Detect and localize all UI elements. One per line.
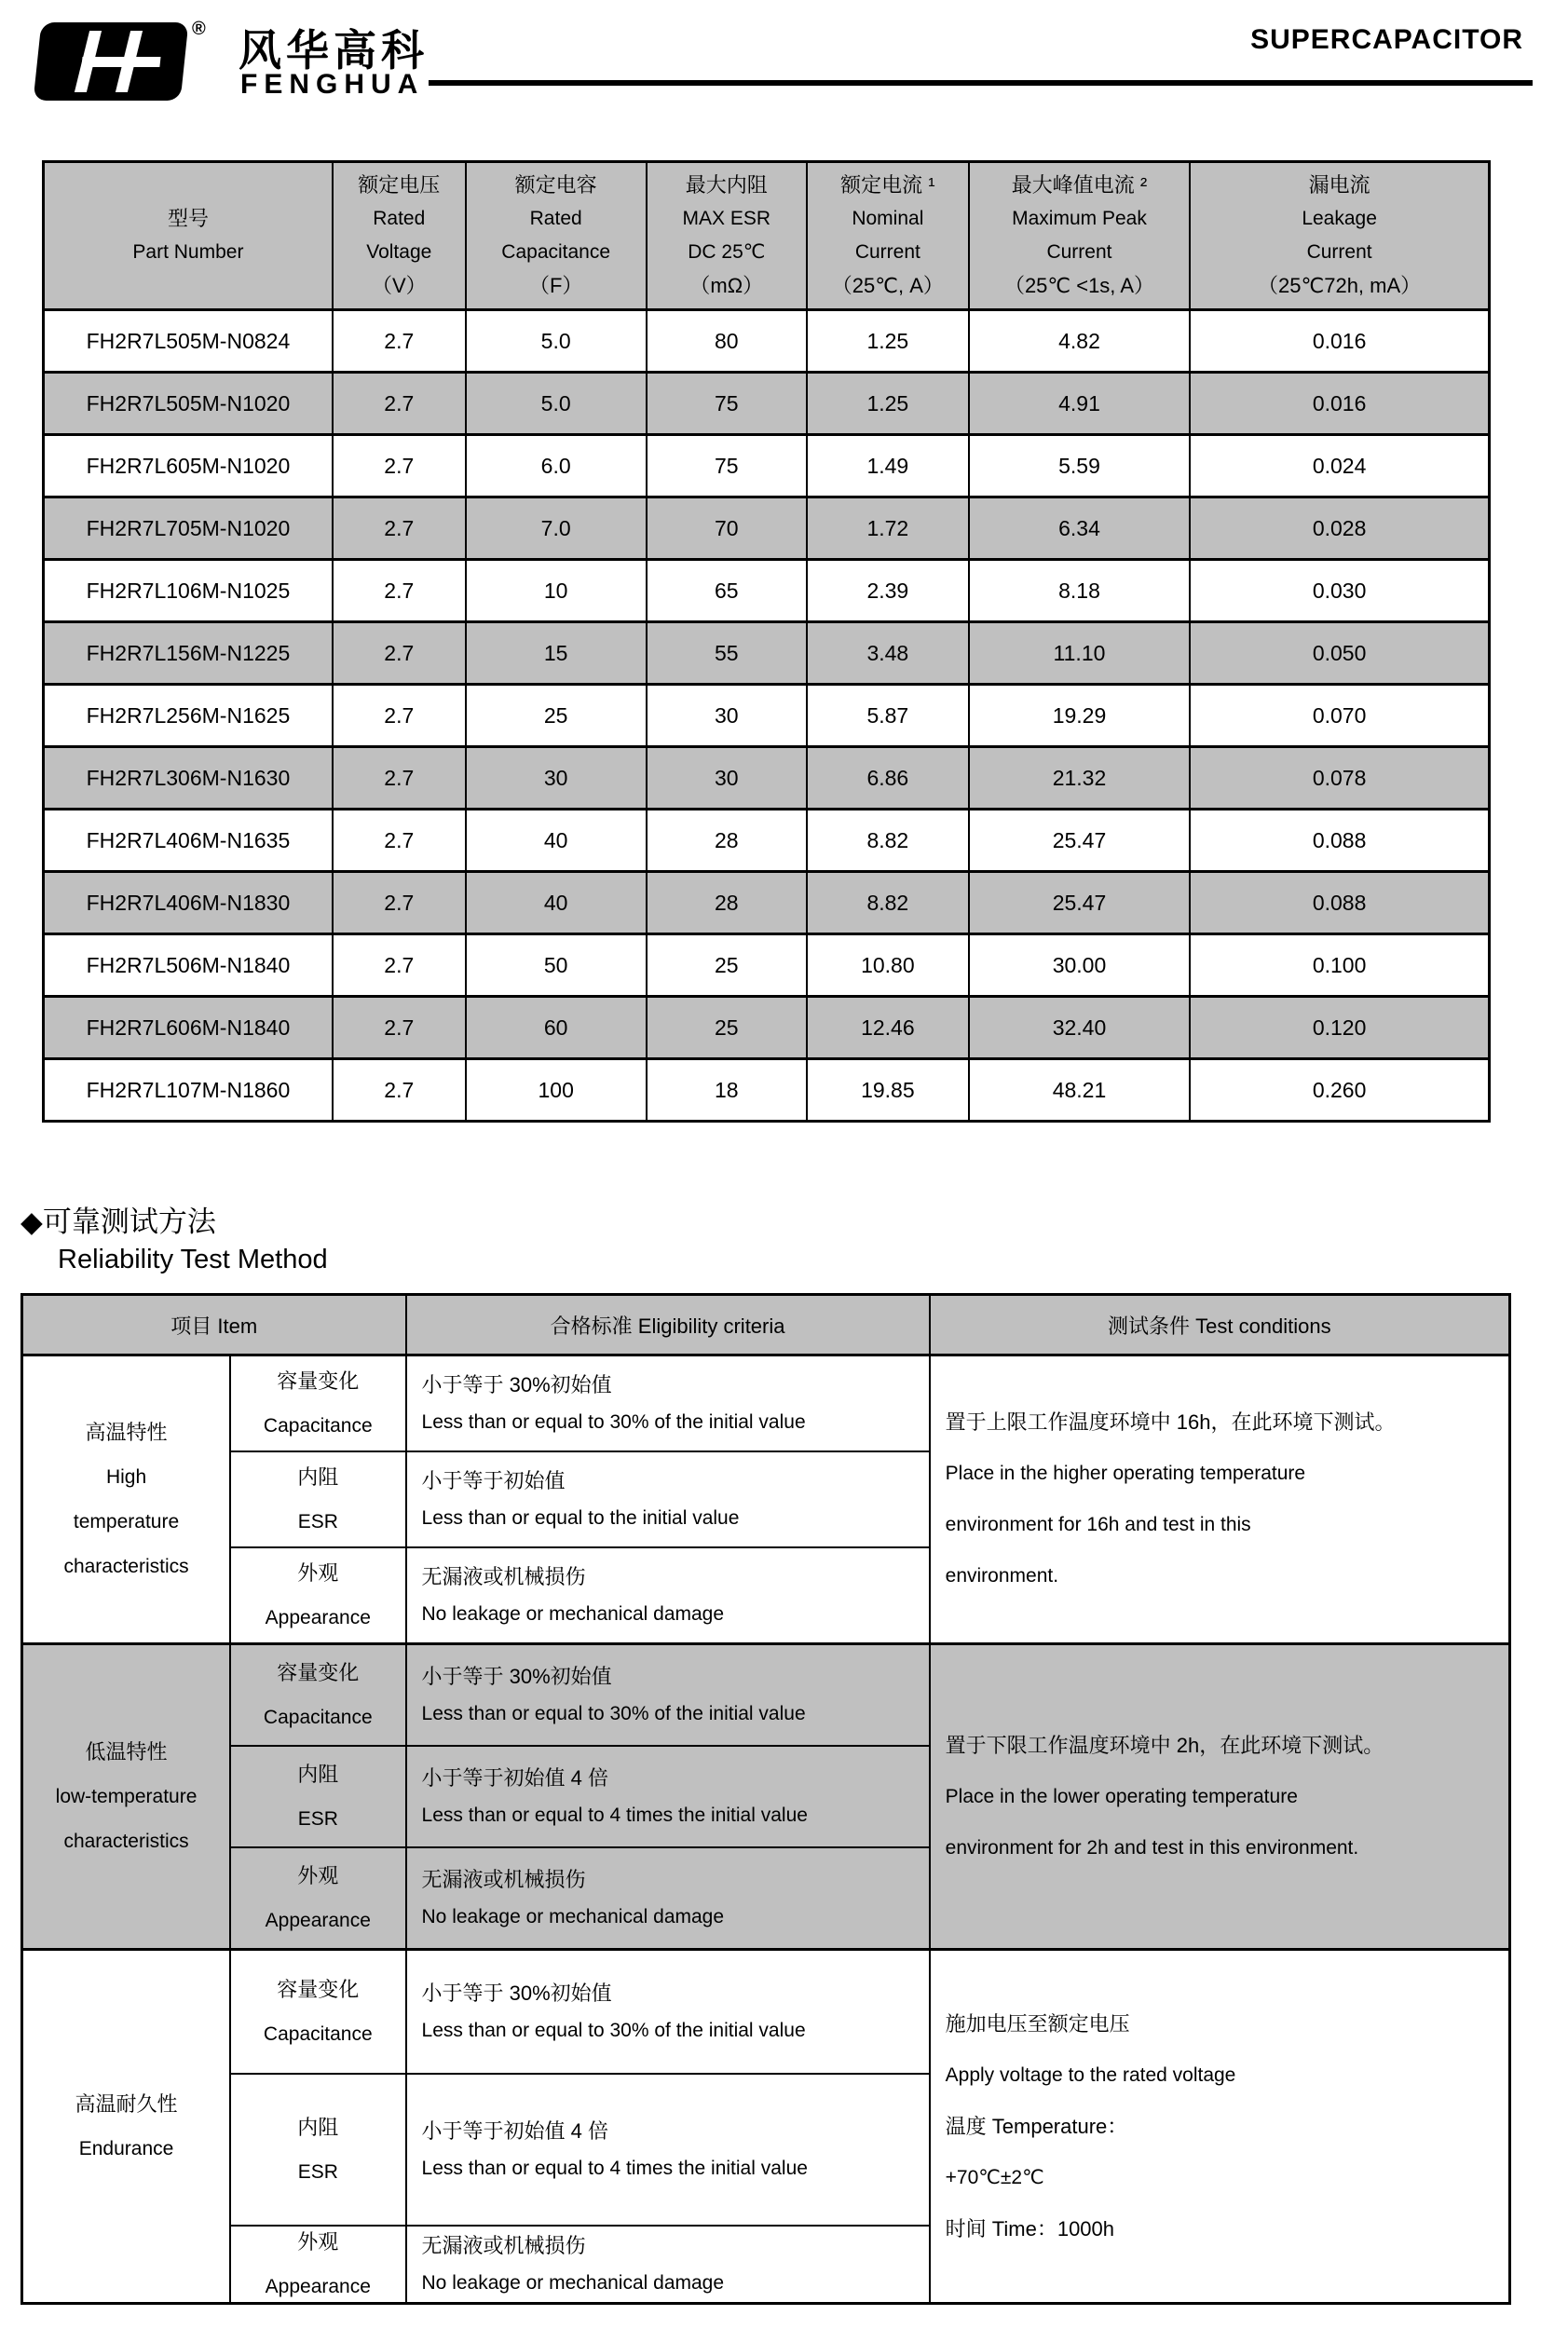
item-group-endurance [22,1950,231,2304]
part-number-cell: FH2R7L406M-N1635 [44,810,333,872]
spec-value-cell: 25 [466,685,647,747]
criteria-text: No leakage or mechanical damage [421,1602,725,1625]
spec-value-cell: 0.030 [1190,560,1489,622]
criteria-text: 小于等于初始值 4 倍 [421,1765,608,1790]
spec-value-cell: 2.7 [333,997,466,1059]
spec-col-header-line: Current [854,241,920,263]
spec-value-cell: 1.25 [807,373,969,435]
spec-table-row [44,934,1490,997]
condition-text: 置于下限工作温度环境中 2h，在此环境下测试。 [945,1733,1384,1757]
spec-value-cell: 2.39 [807,560,969,622]
conditions-endurance [930,1950,1510,2304]
item-label: characteristics [63,1830,189,1852]
spec-value-cell: 30.00 [969,934,1190,997]
spec-col-header-line: Rated [529,208,582,229]
spec-col-header-1 [333,162,466,310]
spec-value-cell: 30 [647,685,807,747]
spec-value-cell: 65 [647,560,807,622]
spec-col-header-line: （mΩ） [689,274,764,297]
criteria-text: No leakage or mechanical damage [421,1905,725,1927]
spec-value-cell: 18 [647,1059,807,1122]
criteria-text: Less than or equal to 4 times the initial value [421,1804,808,1826]
spec-col-header-line: Voltage [366,241,432,263]
spec-value-cell: 30 [466,747,647,810]
spec-value-cell: 0.070 [1190,685,1489,747]
spec-value-cell: 60 [466,997,647,1059]
spec-col-header-0 [44,162,333,310]
col-header-conditions: 测试条件 Test conditions [930,1295,1510,1355]
conditions-high-temperature [930,1355,1510,1644]
sub-item-appearance [230,2226,405,2304]
condition-text: 置于上限工作温度环境中 16h，在此环境下测试。 [945,1410,1396,1434]
spec-col-header-line: 漏电流 [1308,173,1370,197]
spec-value-cell: 0.078 [1190,747,1489,810]
spec-value-cell: 55 [647,622,807,685]
criteria-text: 小于等于初始值 4 倍 [421,2118,608,2143]
spec-value-cell: 5.87 [807,685,969,747]
spec-value-cell: 19.85 [807,1059,969,1122]
part-number-cell: FH2R7L606M-N1840 [44,997,333,1059]
sub-item-label: Appearance [265,1606,371,1628]
spec-value-cell: 2.7 [333,373,466,435]
reliability-table [20,1293,1511,2305]
logo-text-english: FENGHUA [240,69,425,100]
part-number-cell: FH2R7L605M-N1020 [44,435,333,497]
spec-value-cell: 25.47 [969,810,1190,872]
condition-text: Apply voltage to the rated voltage [945,2063,1236,2086]
spec-col-header-line: Current [1046,241,1112,263]
spec-col-header-line: Maximum Peak [1012,208,1147,229]
criteria-text: No leakage or mechanical damage [421,2271,725,2294]
spec-value-cell: 2.7 [333,872,466,934]
item-label: High [105,1465,147,1488]
sub-item-label: 容量变化 [277,1977,360,2001]
spec-col-header-line: （25℃72h, mA） [1258,274,1422,297]
spec-value-cell: 2.7 [333,560,466,622]
spec-table-row [44,310,1490,373]
sub-item-label: 外观 [297,2229,339,2254]
sub-item-label: Capacitance [263,1414,373,1437]
criteria-text: Less than or equal to 30% of the initial value [421,2019,806,2041]
spec-value-cell: 48.21 [969,1059,1190,1122]
spec-value-cell: 0.100 [1190,934,1489,997]
spec-value-cell: 2.7 [333,435,466,497]
spec-col-header-2 [466,162,647,310]
spec-value-cell: 30 [647,747,807,810]
spec-value-cell: 8.82 [807,810,969,872]
criteria-text: 小于等于 30%初始值 [421,1664,612,1688]
spec-value-cell: 0.120 [1190,997,1489,1059]
spec-col-header-line: Part Number [132,241,244,263]
spec-value-cell: 70 [647,497,807,560]
spec-value-cell: 2.7 [333,622,466,685]
part-number-cell: FH2R7L705M-N1020 [44,497,333,560]
criteria-cell [406,1746,930,1847]
sub-item-esr [230,1746,405,1847]
spec-col-header-5 [969,162,1190,310]
spec-table-row [44,872,1490,934]
spec-value-cell: 100 [466,1059,647,1122]
spec-col-header-line: Nominal [852,208,924,229]
spec-value-cell: 19.29 [969,685,1190,747]
part-number-cell: FH2R7L256M-N1625 [44,685,333,747]
spec-value-cell: 8.18 [969,560,1190,622]
spec-value-cell: 75 [647,373,807,435]
condition-text: Place in the higher operating temperature [945,1463,1306,1484]
spec-col-header-6 [1190,162,1489,310]
part-number-cell: FH2R7L156M-N1225 [44,622,333,685]
sub-item-label: 外观 [297,1560,339,1585]
part-number-cell: FH2R7L406M-N1830 [44,872,333,934]
spec-value-cell: 10.80 [807,934,969,997]
table-row [22,1950,1510,2075]
spec-table-row [44,373,1490,435]
part-number-cell: FH2R7L306M-N1630 [44,747,333,810]
spec-value-cell: 6.0 [466,435,647,497]
spec-col-header-line: DC 25℃ [688,241,766,263]
spec-table-row [44,685,1490,747]
spec-value-cell: 0.088 [1190,810,1489,872]
sub-item-label: 内阻 [297,1464,339,1489]
criteria-cell [406,1547,930,1644]
sub-item-label: Appearance [265,2275,371,2297]
spec-value-cell: 1.49 [807,435,969,497]
sub-item-label: 内阻 [297,1762,339,1786]
criteria-text: Less than or equal to 30% of the initial value [421,1410,806,1433]
logo-text-chinese: 风华高科 [239,26,429,75]
spec-value-cell: 2.7 [333,934,466,997]
spec-value-cell: 12.46 [807,997,969,1059]
criteria-text: 无漏液或机械损伤 [421,1564,586,1588]
part-number-cell: FH2R7L506M-N1840 [44,934,333,997]
sub-item-capacitance [230,1355,405,1452]
item-label: 高温特性 [85,1420,168,1444]
col-header-item: 项目 Item [22,1295,406,1355]
item-label: Endurance [78,2137,174,2159]
spec-value-cell: 2.7 [333,685,466,747]
sub-item-esr [230,2074,405,2226]
table-row [22,1644,1510,1747]
spec-value-cell: 6.34 [969,497,1190,560]
part-number-cell: FH2R7L107M-N1860 [44,1059,333,1122]
item-label: 高温耐久性 [75,2091,178,2116]
spec-value-cell: 5.0 [466,310,647,373]
spec-table-row [44,435,1490,497]
spec-value-cell: 21.32 [969,747,1190,810]
sub-item-capacitance [230,1950,405,2075]
spec-value-cell: 4.82 [969,310,1190,373]
spec-col-header-line: Capacitance [501,241,611,263]
criteria-cell [406,1355,930,1452]
spec-col-header-line: Rated [373,208,426,229]
spec-value-cell: 2.7 [333,497,466,560]
spec-value-cell: 75 [647,435,807,497]
spec-col-header-line: 额定电容 [514,173,597,197]
sub-item-label: ESR [297,1510,338,1532]
sub-item-label: Capacitance [263,1706,373,1728]
condition-text: Place in the lower operating temperature [945,1785,1298,1807]
spec-value-cell: 0.088 [1190,872,1489,934]
criteria-cell [406,1644,930,1747]
spec-value-cell: 7.0 [466,497,647,560]
spec-value-cell: 50 [466,934,647,997]
spec-value-cell: 0.024 [1190,435,1489,497]
spec-value-cell: 0.028 [1190,497,1489,560]
section-heading-cn: ◆可靠测试方法 [20,1205,216,1238]
registered-mark-icon: ® [192,19,206,39]
part-number-cell: FH2R7L505M-N1020 [44,373,333,435]
sub-item-label: 外观 [297,1863,339,1887]
sub-item-label: Appearance [265,1909,371,1931]
spec-value-cell: 3.48 [807,622,969,685]
conditions-low-temperature [930,1644,1510,1950]
spec-value-cell: 2.7 [333,1059,466,1122]
item-group-high-temperature [22,1355,231,1644]
spec-value-cell: 1.25 [807,310,969,373]
spec-value-cell: 25 [647,934,807,997]
condition-text: 温度 Temperature： [945,2114,1128,2138]
spec-table-header-row [44,162,1490,310]
spec-table-row [44,497,1490,560]
spec-value-cell: 0.260 [1190,1059,1489,1122]
spec-col-header-line: Current [1306,241,1372,263]
spec-col-header-line: 最大峰值电流 ² [1011,173,1148,197]
spec-value-cell: 6.86 [807,747,969,810]
sub-item-esr [230,1451,405,1547]
spec-value-cell: 32.40 [969,997,1190,1059]
spec-value-cell: 1.72 [807,497,969,560]
reliability-header-row [22,1295,1510,1355]
spec-value-cell: 28 [647,810,807,872]
spec-table-row [44,560,1490,622]
criteria-text: Less than or equal to 4 times the initial value [421,2157,808,2179]
section-heading-en: Reliability Test Method [58,1245,328,1274]
spec-value-cell: 0.016 [1190,373,1489,435]
spec-value-cell: 15 [466,622,647,685]
sub-item-capacitance [230,1644,405,1747]
criteria-text: Less than or equal to the initial value [421,1506,740,1529]
spec-col-header-line: MAX ESR [682,208,771,229]
sub-item-label: ESR [297,1807,338,1830]
item-group-low-temperature [22,1644,231,1950]
spec-col-header-line: （25℃ <1s, A） [1003,274,1154,297]
spec-table-row [44,997,1490,1059]
criteria-text: 无漏液或机械损伤 [421,1867,586,1891]
spec-value-cell: 25.47 [969,872,1190,934]
part-number-cell: FH2R7L505M-N0824 [44,310,333,373]
table-row [22,1355,1510,1452]
criteria-cell [406,2074,930,2226]
criteria-cell [406,1950,930,2075]
spec-table-row [44,747,1490,810]
spec-value-cell: 10 [466,560,647,622]
spec-col-header-line: 型号 [167,207,209,230]
criteria-text: 小于等于 30%初始值 [421,1981,612,2005]
spec-value-cell: 2.7 [333,747,466,810]
spec-col-header-4 [807,162,969,310]
condition-text: environment for 16h and test in this [945,1514,1251,1535]
condition-text: 时间 Time：1000h [945,2216,1115,2240]
spec-value-cell: 2.7 [333,310,466,373]
sub-item-label: ESR [297,2160,338,2183]
spec-value-cell: 0.016 [1190,310,1489,373]
spec-col-header-line: （F） [528,274,583,297]
spec-table-row [44,810,1490,872]
sub-item-appearance [230,1847,405,1950]
item-label: characteristics [63,1555,189,1577]
spec-table [42,160,1491,1123]
spec-value-cell: 2.7 [333,810,466,872]
spec-col-header-line: （V） [371,274,427,297]
header-divider [429,80,1533,86]
spec-table-row [44,1059,1490,1122]
criteria-text: Less than or equal to 30% of the initial value [421,1702,806,1724]
item-label: temperature [73,1510,180,1532]
spec-table-row [44,622,1490,685]
spec-value-cell: 28 [647,872,807,934]
spec-value-cell: 0.050 [1190,622,1489,685]
spec-value-cell: 25 [647,997,807,1059]
sub-item-label: 容量变化 [277,1660,360,1684]
sub-item-label: 容量变化 [277,1369,360,1393]
spec-value-cell: 8.82 [807,872,969,934]
spec-value-cell: 5.59 [969,435,1190,497]
criteria-text: 无漏液或机械损伤 [421,2233,586,2257]
col-header-criteria: 合格标准 Eligibility criteria [406,1295,930,1355]
spec-col-header-line: Leakage [1302,208,1377,229]
spec-col-header-line: 额定电压 [358,173,441,197]
spec-col-header-line: 最大内阻 [685,173,768,197]
spec-value-cell: 40 [466,872,647,934]
criteria-cell [406,1451,930,1547]
sub-item-appearance [230,1547,405,1644]
spec-col-header-line: 额定电流 ¹ [840,173,935,197]
item-label: low-temperature [55,1785,198,1807]
condition-text: 施加电压至额定电压 [945,2011,1130,2036]
spec-col-header-line: （25℃, A） [831,274,944,297]
page-title: SUPERCAPACITOR [1250,24,1523,55]
spec-value-cell: 11.10 [969,622,1190,685]
condition-text: +70℃±2℃ [945,2166,1044,2188]
criteria-cell [406,1847,930,1950]
criteria-cell [406,2226,930,2304]
spec-value-cell: 4.91 [969,373,1190,435]
spec-col-header-3 [647,162,807,310]
spec-value-cell: 40 [466,810,647,872]
spec-value-cell: 80 [647,310,807,373]
item-label: 低温特性 [85,1739,168,1764]
criteria-text: 小于等于 30%初始值 [421,1372,612,1396]
fenghua-logo-icon [34,22,189,101]
criteria-text: 小于等于初始值 [421,1468,566,1492]
part-number-cell: FH2R7L106M-N1025 [44,560,333,622]
sub-item-label: 内阻 [297,2115,339,2139]
sub-item-label: Capacitance [263,2023,373,2045]
condition-text: environment for 2h and test in this environment. [945,1836,1359,1859]
spec-value-cell: 5.0 [466,373,647,435]
condition-text: environment. [945,1565,1059,1587]
